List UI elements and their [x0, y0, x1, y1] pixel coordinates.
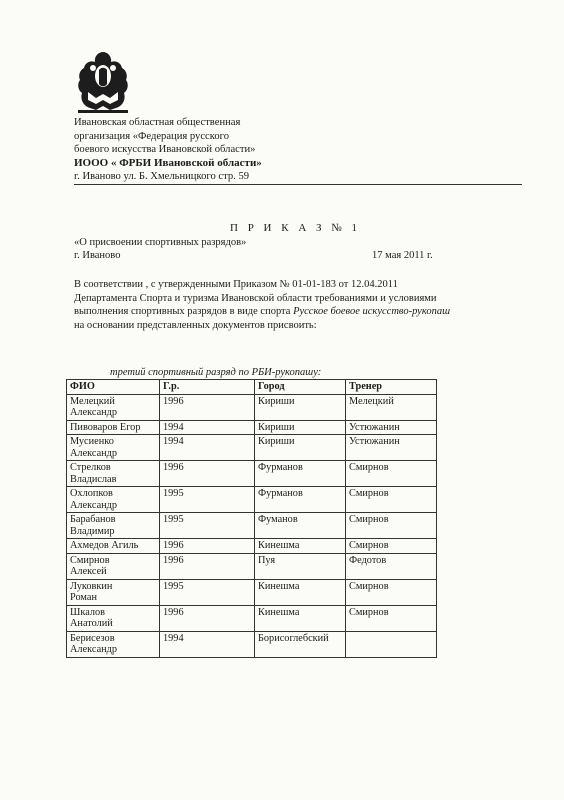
table-row — [67, 631, 437, 657]
cell-year: 1994 — [160, 435, 255, 461]
table-row — [67, 420, 437, 435]
cell-city: Пуя — [255, 553, 346, 579]
cell-year: 1995 — [160, 513, 255, 539]
cell-coach: Смирнов — [346, 579, 437, 605]
cell-name — [67, 487, 160, 513]
header-name: ФИО — [67, 380, 160, 395]
bear-emblem-logo — [74, 48, 132, 114]
athletes-table — [66, 379, 437, 658]
name-line-2: Александр — [70, 644, 118, 655]
name-line-2: Роман — [70, 592, 97, 603]
cell-city: Кириши — [255, 435, 346, 461]
table-row — [67, 513, 437, 539]
name-line-1: Охлопков — [70, 488, 113, 499]
name-line-1: Мелецкий — [70, 395, 115, 407]
cell-year: 1996 — [160, 394, 255, 420]
body-line-2: Департамента Спорта и туризма Ивановской области требованиями и условиями — [74, 292, 437, 304]
cell-year: 1996 — [160, 461, 255, 487]
org-line-1: Ивановская областная общественная — [74, 117, 241, 128]
name-line-2: Владимир — [70, 525, 115, 537]
cell-name — [67, 420, 160, 435]
cell-coach: Смирнов — [346, 513, 437, 539]
cell-name — [67, 539, 160, 554]
cell-name — [67, 605, 160, 631]
cell-city: Фуманов — [255, 513, 346, 539]
table-row — [67, 435, 437, 461]
cell-coach: Устюжанин — [346, 420, 437, 435]
cell-coach: Смирнов — [346, 461, 437, 487]
name-line-1: Барабанов — [70, 514, 116, 525]
order-body — [74, 278, 514, 332]
name-line-2: Александр — [70, 499, 118, 511]
cell-coach: Смирнов — [346, 605, 437, 631]
cell-year: 1995 — [160, 579, 255, 605]
cell-name — [67, 631, 160, 657]
org-address: г. Иваново ул. Б. Хмельницкого стр. 59 — [74, 171, 250, 182]
header-coach: Тренер — [346, 380, 437, 395]
name-line-2: Анатолий — [70, 618, 113, 629]
table-row — [67, 394, 437, 420]
cell-name — [67, 513, 160, 539]
organization-header — [74, 116, 294, 184]
body-line-1: В соответствии , с утвержденными Приказом № 01-01-183 от 12.04.2011 — [74, 279, 398, 290]
cell-city: Кинешма — [255, 539, 346, 554]
name-line-1: Стрелков — [70, 462, 111, 473]
cell-coach: Устюжанин — [346, 435, 437, 461]
table-header-row — [67, 380, 437, 395]
cell-city: Фурманов — [255, 487, 346, 513]
name-line-2: Александр — [70, 407, 118, 418]
header-divider — [74, 184, 522, 185]
cell-coach: Смирнов — [346, 539, 437, 554]
cell-name — [67, 394, 160, 420]
order-city: г. Иваново — [74, 250, 121, 261]
cell-city: Кинешма — [255, 579, 346, 605]
name-line-1: Луковкин — [70, 580, 113, 592]
cell-name — [67, 553, 160, 579]
name-line-2: Александр — [70, 447, 118, 459]
table-row — [67, 487, 437, 513]
cell-year: 1994 — [160, 631, 255, 657]
name-line-1: Мусиенко — [70, 436, 114, 447]
table-caption: третий спортивный разряд по РБИ-рукопашу: — [110, 367, 322, 378]
table-row — [67, 539, 437, 554]
cell-city: Кинешма — [255, 605, 346, 631]
header-year: Г.р. — [160, 380, 255, 395]
cell-city: Кириши — [255, 420, 346, 435]
name-line-2: Владислав — [70, 473, 117, 485]
cell-name — [67, 461, 160, 487]
org-abbreviation: ИООО « ФРБИ Ивановской области» — [74, 156, 262, 169]
org-line-2: организация «Федерация русского — [74, 130, 230, 142]
cell-year: 1996 — [160, 539, 255, 554]
cell-name — [67, 435, 160, 461]
name-line-2: Алексей — [70, 566, 107, 577]
order-title: П Р И К А З № 1 — [230, 222, 361, 234]
cell-coach: Мелецкий — [346, 394, 437, 420]
cell-coach: Федотов — [346, 553, 437, 579]
header-city: Город — [255, 380, 346, 395]
cell-year: 1994 — [160, 420, 255, 435]
table-row — [67, 605, 437, 631]
sport-name: Русское боевое искусство-рукопаш — [293, 306, 451, 317]
order-subject: «О присвоении спортивных разрядов» — [74, 237, 247, 248]
name-line-1: Берисезов — [70, 632, 115, 644]
name-line-1: Шкалов — [70, 606, 106, 618]
cell-year: 1996 — [160, 605, 255, 631]
cell-year: 1996 — [160, 553, 255, 579]
name-line-1: Ахмедов Агиль — [70, 540, 139, 551]
order-date: 17 мая 2011 г. — [372, 250, 433, 261]
cell-city: Борисоглебский — [255, 631, 346, 657]
cell-name — [67, 579, 160, 605]
cell-city: Кириши — [255, 394, 346, 420]
table-row — [67, 461, 437, 487]
table-body — [67, 394, 437, 657]
org-line-3: боевого искусства Ивановской области» — [74, 144, 256, 155]
cell-city: Фурманов — [255, 461, 346, 487]
name-line-1: Смирнов — [70, 554, 110, 566]
table-row — [67, 579, 437, 605]
body-line-3-text: выполнения спортивных разрядов в виде спорта — [74, 306, 294, 317]
body-line-4: на основании представленных документов присвоить: — [74, 319, 317, 331]
cell-coach: Смирнов — [346, 487, 437, 513]
cell-coach — [346, 631, 437, 657]
body-line-3 — [74, 305, 514, 319]
name-line-1: Пивоваров Егор — [70, 421, 141, 433]
cell-year: 1995 — [160, 487, 255, 513]
table-row — [67, 553, 437, 579]
